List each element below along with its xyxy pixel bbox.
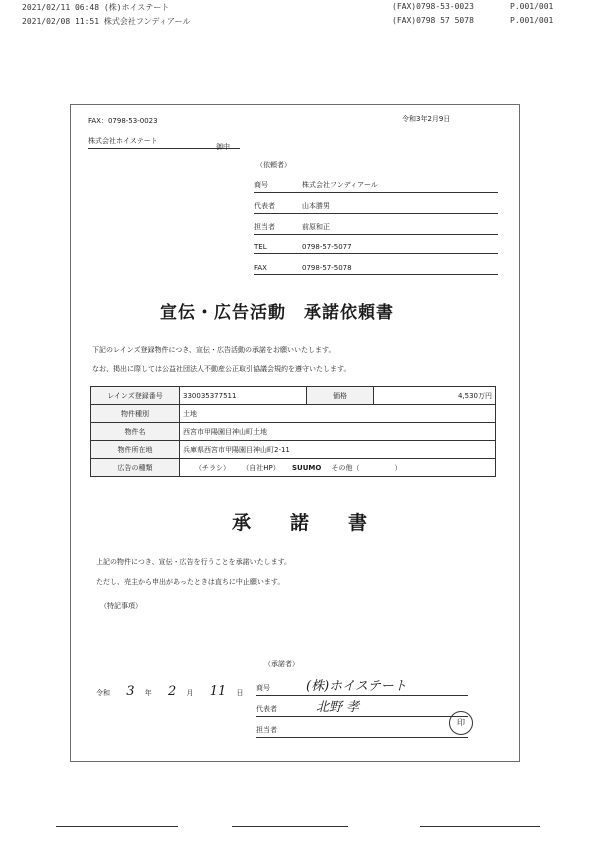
approver-rep-value: 北野 孝: [316, 700, 360, 715]
approval-day: 11: [209, 684, 227, 699]
requester-header: （依頼者）: [256, 161, 291, 169]
fax-to: FAX：0798-53-0023: [88, 117, 158, 125]
document-date: 令和3年2月9日: [402, 115, 451, 123]
table-row: [91, 387, 496, 405]
price-value: 4,530万円: [374, 387, 496, 405]
requester-rep-row: [254, 201, 498, 214]
requester-fax-value: 0798-57-5078: [302, 264, 352, 272]
table-row: [91, 441, 496, 459]
bottom-line-left: [56, 826, 178, 827]
approval-month-unit: 月: [186, 689, 194, 697]
approver-person-label: 担当者: [256, 726, 277, 734]
approver-company-row: [256, 679, 468, 696]
media-option-flyer: （チラシ）: [195, 463, 230, 472]
approval-line-2: ただし、売主から申出があったときは直ちに中止願います。: [96, 578, 285, 586]
type-label: 物件種別: [91, 405, 180, 423]
seal-stamp: 印: [449, 711, 473, 735]
type-value: 土地: [180, 405, 496, 423]
requester-tel-label: TEL: [254, 243, 267, 251]
bottom-line-mid: [232, 826, 348, 827]
reins-value: 330035377511: [180, 387, 307, 405]
requester-rep-label: 代表者: [254, 202, 275, 210]
document-title: 宣伝・広告活動 承諾依頼書: [160, 303, 394, 323]
price-label: 価格: [307, 387, 374, 405]
requester-person-label: 担当者: [254, 223, 275, 231]
approval-month: 2: [167, 684, 177, 699]
requester-person-value: 前原和正: [302, 223, 330, 231]
table-row: [91, 405, 496, 423]
fax-header-line2-left: 2021/02/08 11:51 株式会社フンディアール: [22, 17, 191, 26]
fax-header-line1-right: P.001/001: [510, 2, 554, 11]
requester-fax-row: [254, 264, 498, 275]
table-row: [91, 423, 496, 441]
intro-line-1: 下記のレインズ登録物件につき、宣伝・広告活動の承諾をお願いいたします。: [92, 346, 336, 354]
requester-tel-value: 0798-57-5077: [302, 243, 352, 251]
requester-tel-row: [254, 243, 498, 254]
approver-rep-row: [256, 700, 468, 717]
bottom-line-right: [420, 826, 540, 827]
requester-rep-value: 山本勝男: [302, 202, 330, 210]
media-option-suumo: SUUMO: [291, 463, 322, 472]
requester-company-row: [254, 180, 498, 193]
approval-line-1: 上記の物件につき、宣伝・広告を行うことを承諾いたします。: [96, 558, 292, 566]
approval-era: 令和: [96, 689, 110, 697]
approver-company-value: (株)ホイステート: [306, 679, 407, 694]
approver-header: （承諾者）: [264, 660, 299, 668]
requester-fax-label: FAX: [254, 264, 267, 272]
recipient: [88, 136, 240, 149]
media-option-other: その他（ ）: [331, 463, 402, 472]
approver-company-label: 商号: [256, 684, 270, 692]
approver-person-row: [256, 725, 468, 738]
address-label: 物件所在地: [91, 441, 180, 459]
name-label: 物件名: [91, 423, 180, 441]
recipient-name: 株式会社ホイステート: [88, 137, 158, 145]
approval-date: [96, 684, 244, 699]
property-table: [90, 386, 496, 477]
name-value: 西宮市甲陽園目神山町土地: [180, 423, 496, 441]
intro-line-2: なお、掲出に際しては公益社団法人不動産公正取引協議会規約を遵守いたします。: [92, 365, 351, 373]
table-row: [91, 459, 496, 477]
approval-day-unit: 日: [236, 689, 244, 697]
reins-label: レインズ登録番号: [91, 387, 180, 405]
special-notes-label: （特記事項）: [100, 602, 142, 610]
fax-header-line1-left: 2021/02/11 06:48 (株)ホイステート: [22, 3, 170, 12]
approver-rep-label: 代表者: [256, 705, 277, 713]
recipient-suffix: 御中: [216, 143, 230, 151]
address-value: 兵庫県西宮市甲陽園目神山町2-11: [180, 441, 496, 459]
requester-person-row: [254, 222, 498, 235]
approval-title: 承 諾 書: [232, 512, 378, 534]
fax-header-line2-mid: (FAX)0798 57 5078: [392, 16, 474, 25]
media-options: [180, 459, 496, 477]
fax-header-line2-right: P.001/001: [510, 16, 554, 25]
fax-header-line1-mid: (FAX)0798-53-0023: [392, 2, 474, 11]
requester-company-label: 商号: [254, 181, 268, 189]
approval-year: 3: [126, 684, 135, 699]
requester-company-value: 株式会社フンディアール: [302, 181, 378, 189]
media-label: 広告の種類: [91, 459, 180, 477]
approval-year-unit: 年: [144, 689, 152, 697]
media-option-own-site: （自社HP）: [242, 463, 280, 472]
